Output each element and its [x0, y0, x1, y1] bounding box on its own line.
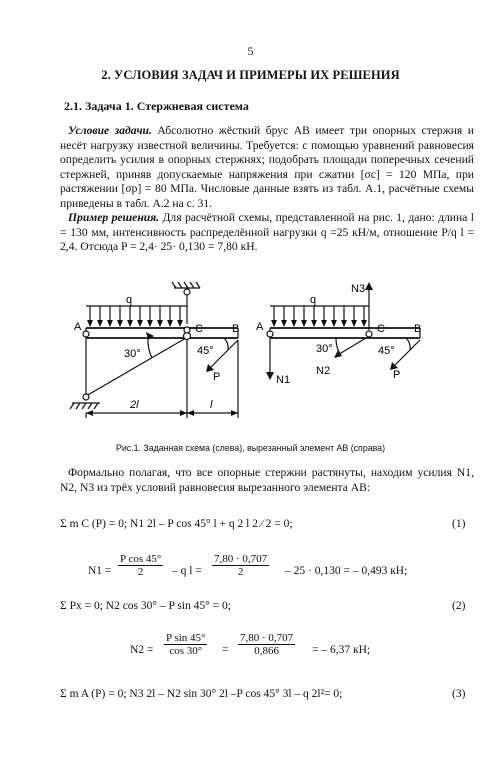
n2-fraction-2 [238, 632, 295, 657]
label-c-left: C [195, 323, 203, 335]
n2-frac2-den: 0,866 [238, 644, 295, 657]
condition-text: Абсолютно жёсткий брус АВ имеет три опорных стержня и несёт нагрузку известной величины. Требуется: с помощью уравнений равновесия определить усилия в опорных стержнях; подобрать площади поперечных сечений стержней, приняв допускаемые напряжения при сжатии [σc] = 120 МПа, при растяжении [σp] = 80 МПа. Числовые данные взять из табл. А.1, расчётные схемы приведены в табл. А.2 на с. 31. [60, 124, 474, 210]
n1-fraction-2 [212, 553, 269, 578]
figure-caption: Рис.1. Заданная схема (слева), вырезанный элемент АВ (справа) [115, 443, 386, 453]
equation-1-number: (1) [452, 518, 466, 530]
distributed-load-arrows-right [274, 306, 364, 326]
label-p-right: P [393, 369, 401, 381]
label-p-left: P [213, 371, 221, 383]
example-paragraph [60, 211, 474, 255]
n2-rhs: = – 6,37 кН; [312, 644, 371, 656]
n2-frac1-den: cos 30° [164, 644, 207, 657]
equation-1: Σ m C (P) = 0; N1 2l – P cos 45° l + q 2 l 2 ⁄ 2 = 0; [60, 518, 293, 530]
condition-lead: Условие задачи. [68, 124, 152, 137]
label-angle45-left: 45° [197, 345, 214, 357]
label-dim-l: l [210, 399, 213, 411]
label-angle45-right: 45° [378, 345, 395, 357]
label-n1: N1 [276, 374, 291, 386]
example-lead: Пример решения. [68, 211, 160, 224]
label-angle30-right: 30° [316, 343, 333, 355]
right-scheme [267, 284, 420, 378]
n1-frac1-den: 2 [118, 565, 163, 578]
condition-paragraph [60, 124, 474, 212]
n1-mid: – q l = [172, 565, 202, 577]
figure-1 [0, 270, 501, 440]
formal-paragraph: Формально полагая, что все опорные стержни растянуты, находим усилия N1, N2, N3 из трёх условий равновесия вырезанного элемента АВ: [60, 466, 474, 494]
n1-frac1-num: P cos 45° [120, 553, 162, 565]
label-a-left: A [74, 321, 82, 333]
label-q-left: q [126, 294, 133, 306]
n2-frac1-num: P sin 45° [166, 632, 206, 644]
label-dim-2l: 2l [130, 399, 139, 411]
equation-3: Σ m A (P) = 0; N3 2l – N2 sin 30° 2l –P cos 45° 3l – q 2l²= 0; [60, 688, 343, 700]
label-n3: N3 [351, 283, 366, 295]
label-b-right: B [414, 323, 422, 335]
n2-frac2-num: 7,80 · 0,707 [240, 632, 294, 644]
n1-frac2-den: 2 [212, 565, 269, 578]
subsection-heading: 2.1. Задача 1. Стержневая система [64, 99, 249, 113]
equation-2-number: (2) [452, 600, 466, 612]
n1-lhs: N1 = [88, 565, 112, 577]
n1-rhs: – 25 · 0,130 = – 0,493 кН; [285, 565, 408, 577]
n2-fraction-1 [164, 632, 207, 657]
n2-lhs: N2 = [130, 644, 154, 656]
section-heading: 2. УСЛОВИЯ ЗАДАЧ И ПРИМЕРЫ ИХ РЕШЕНИЯ [101, 68, 400, 82]
label-angle30-left: 30° [124, 348, 141, 360]
n1-frac2-num: 7,80 · 0,707 [214, 553, 268, 565]
distributed-load-arrows-left [90, 306, 180, 326]
label-b-left: B [232, 323, 240, 335]
label-c-right: C [377, 323, 385, 335]
equation-2: Σ Px = 0; N2 cos 30° – P sin 45° = 0; [60, 600, 231, 612]
page-number: 5 [247, 44, 254, 58]
n2-mid: = [222, 644, 229, 656]
n1-fraction-1 [118, 553, 163, 578]
equation-3-number: (3) [452, 688, 466, 700]
example-text: Для расчётной схемы, представленной на рис. 1, дано: длина l = 130 мм, интенсивность распределённой нагрузки q =25 кН/м, отношение P/q l = 2,4. Отсюда P = 2,4· 25· 0,130 = 7,80 кН. [60, 211, 474, 254]
label-n2: N2 [316, 365, 331, 377]
label-q-right: q [310, 294, 317, 306]
label-a-right: A [256, 321, 264, 333]
